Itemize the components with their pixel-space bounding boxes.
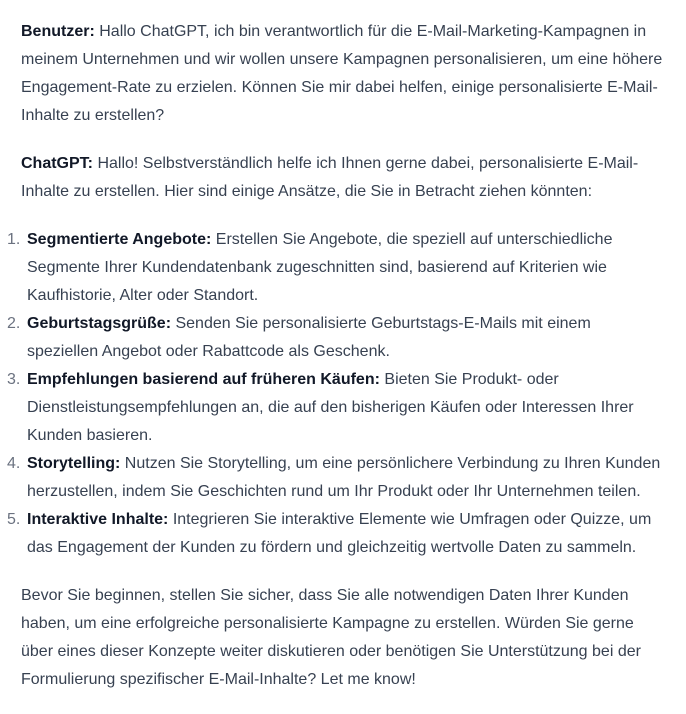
list-item-text: Bieten Sie Produkt- oder Dienstleistungsempfehlungen an, die auf den bisherigen Käufen oder Interessen Ihrer Kunden basieren. <box>27 371 634 444</box>
assistant-intro-text: Hallo! Selbstverständlich helfe ich Ihnen gerne dabei, personalisierte E-Mail-Inhalte zu erstellen. Hier sind einige Ansätze, die Sie in Betracht ziehen könnten: <box>21 155 639 200</box>
list-item-number: 1. <box>7 231 21 248</box>
list-item-number: 3. <box>7 371 21 388</box>
assistant-intro-paragraph <box>21 150 666 206</box>
list-item-number: 2. <box>7 315 21 332</box>
list-item-text: Nutzen Sie Storytelling, um eine persönlichere Verbindung zu Ihren Kunden herzustellen, indem Sie Geschichten rund um Ihr Produkt oder Ihr Unternehmen teilen. <box>27 455 661 500</box>
user-message-text: Hallo ChatGPT, ich bin verantwortlich für die E-Mail-Marketing-Kampagnen in meinem Unternehmen und wir wollen unsere Kampagnen personalisieren, um eine höhere Engagement-Rate zu erzielen. Können Sie mir dabei helfen, einige personalisierte E-Mail-Inhalte zu erstellen? <box>21 23 663 124</box>
user-speaker-label: Benutzer: <box>21 23 95 40</box>
list-item-text: Integrieren Sie interaktive Elemente wie Umfragen oder Quizze, um das Engagement der Kunden zu fördern und gleichzeitig wertvolle Daten zu sammeln. <box>27 511 652 556</box>
list-item <box>7 506 666 562</box>
list-item <box>7 226 666 310</box>
list-item <box>7 366 666 450</box>
list-item-title: Storytelling: <box>27 455 121 472</box>
list-item-text: Senden Sie personalisierte Geburtstags-E-Mails mit einem speziellen Angebot oder Rabattcode als Geschenk. <box>27 315 591 360</box>
list-item <box>7 450 666 506</box>
assistant-speaker-label: ChatGPT: <box>21 155 93 172</box>
assistant-closing-paragraph: Bevor Sie beginnen, stellen Sie sicher, dass Sie alle notwendigen Daten Ihrer Kunden haben, um eine erfolgreiche personalisierte Kampagne zu erstellen. Würden Sie gerne über eines dieser Konzepte weiter diskutieren oder benötigen Sie Unterstützung bei der Formulierung spezifischer E-Mail-Inhalte? Let me know! <box>21 587 641 688</box>
list-item-number: 4. <box>7 455 21 472</box>
list-item-number: 5. <box>7 511 21 528</box>
list-item-text: Erstellen Sie Angebote, die speziell auf unterschiedliche Segmente Ihrer Kundendatenbank zugeschnitten sind, basierend auf Kriterien wie Kaufhistorie, Alter oder Standort. <box>27 231 613 304</box>
list-item-title: Empfehlungen basierend auf früheren Käufen: <box>27 371 380 388</box>
list-item <box>7 310 666 366</box>
list-item-title: Interaktive Inhalte: <box>27 511 169 528</box>
suggestion-list <box>7 226 666 562</box>
list-item-title: Segmentierte Angebote: <box>27 231 212 248</box>
user-message-paragraph <box>21 18 666 130</box>
list-item-title: Geburtstagsgrüße: <box>27 315 172 332</box>
